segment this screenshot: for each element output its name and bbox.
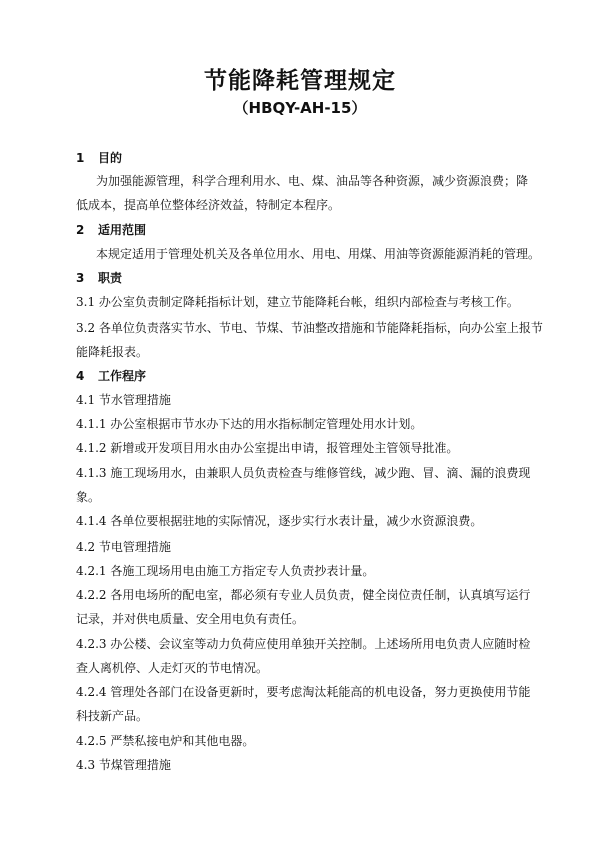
section-title: 适用范围 bbox=[98, 223, 147, 237]
paragraph-line: 4.1.4 各单位要根据驻地的实际情况，逐步实行水表计量，减少水资源浪费。 bbox=[76, 514, 483, 528]
section-title: 工作程序 bbox=[98, 369, 147, 383]
paragraph-line: 为加强能源管理，科学合理利用水、电、煤、油品等各种资源，减少资源浪费；降 bbox=[96, 174, 529, 188]
section-heading bbox=[76, 150, 536, 166]
paragraph-line: 4.2 节电管理措施 bbox=[76, 540, 171, 554]
paragraph-line: 4.2.1 各施工现场用电由施工方指定专人负责抄表计量。 bbox=[76, 564, 375, 578]
paragraph-line: 象。 bbox=[76, 490, 101, 504]
paragraph-line: 4.2.3 办公楼、会议室等动力负荷应使用单独开关控制。上述场所用电负责人应随时检 bbox=[76, 637, 531, 651]
section-number: 4 bbox=[76, 369, 85, 383]
paragraph-line: 4.1.2 新增或开发项目用水由办公室提出申请，报管理处主管领导批准。 bbox=[76, 441, 459, 455]
paragraph-line: 4.2.4 管理处各部门在设备更新时，要考虑淘汰耗能高的机电设备，努力更换使用节能 bbox=[76, 685, 531, 699]
paragraph-line: 4.3 节煤管理措施 bbox=[76, 758, 171, 772]
section-title: 目的 bbox=[98, 151, 123, 165]
paragraph-line: 4.1 节水管理措施 bbox=[76, 393, 171, 407]
paragraph-line: 3.2 各单位负责落实节水、节电、节煤、节油整改措施和节能降耗指标，向办公室上报节 bbox=[76, 321, 543, 335]
paragraph-line: 能降耗报表。 bbox=[76, 345, 149, 359]
paragraph-line: 4.1.3 施工现场用水，由兼职人员负责检查与维修管线，减少跑、冒、滴、漏的浪费现 bbox=[76, 466, 531, 480]
document-code: （HBQY-AH-15） bbox=[233, 99, 367, 117]
document-title: 节能降耗管理规定 bbox=[204, 68, 396, 94]
section-number: 3 bbox=[76, 271, 85, 285]
paragraph-line: 科技新产品。 bbox=[76, 709, 149, 723]
paragraph-line: 低成本，提高单位整体经济效益，特制定本程序。 bbox=[76, 198, 341, 212]
section-heading bbox=[76, 368, 536, 384]
section-heading bbox=[76, 270, 536, 286]
section-number: 2 bbox=[76, 223, 85, 237]
paragraph-line: 4.2.5 严禁私接电炉和其他电器。 bbox=[76, 734, 255, 748]
paragraph-line: 4.1.1 办公室根据市节水办下达的用水指标制定管理处用水计划。 bbox=[76, 417, 423, 431]
paragraph-line: 3.1 办公室负责制定降耗指标计划，建立节能降耗台帐，组织内部检查与考核工作。 bbox=[76, 295, 519, 309]
paragraph-line: 4.2.2 各用电场所的配电室，都必须有专业人员负责，健全岗位责任制，认真填写运行 bbox=[76, 588, 531, 602]
paragraph-line: 本规定适用于管理处机关及各单位用水、用电、用煤、用油等资源能源消耗的管理。 bbox=[96, 247, 541, 261]
section-title: 职责 bbox=[98, 271, 123, 285]
section-heading bbox=[76, 222, 536, 238]
section-number: 1 bbox=[76, 151, 85, 165]
paragraph-line: 记录，并对供电质量、安全用电负有责任。 bbox=[76, 612, 305, 626]
paragraph-line: 查人离机停、人走灯灭的节电情况。 bbox=[76, 661, 269, 675]
